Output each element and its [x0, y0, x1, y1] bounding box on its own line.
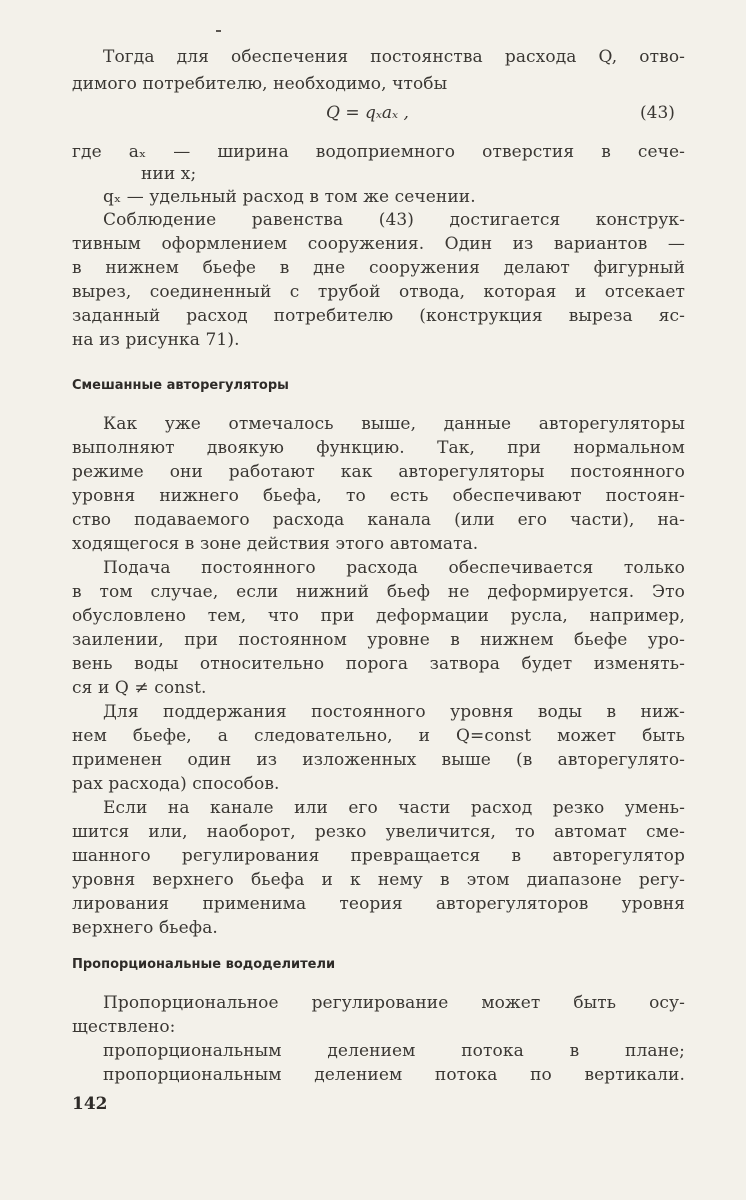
text-line: нии x;: [141, 164, 197, 184]
text-line: Пропорциональное регулирование может быть осу-: [103, 993, 685, 1013]
text-line: вень воды относительно порога затвора будет изменять-: [72, 654, 685, 674]
page-number: 142: [72, 1094, 108, 1114]
print-mark: [216, 30, 221, 32]
text-line: обусловлено тем, что при деформации русла, например,: [72, 606, 685, 626]
text-line: Для поддержания постоянного уровня воды в ниж-: [103, 702, 685, 722]
text-line: ся и Q ≠ const.: [72, 678, 207, 698]
text-line: Тогда для обеспечения постоянства расхода Q, отво-: [103, 47, 685, 67]
text-line: где aₓ — ширина водоприемного отверстия в сече-: [72, 142, 685, 162]
text-line: вырез, соединенный с трубой отвода, которая и отсекает: [72, 282, 685, 302]
text-line: уровня нижнего бьефа, то есть обеспечивают постоян-: [72, 486, 685, 506]
text-line: режиме они работают как авторегуляторы постоянного: [72, 462, 685, 482]
text-line: в том случае, если нижний бьеф не деформируется. Это: [72, 582, 685, 602]
text-line: шанного регулирования превращается в авторегулятор: [72, 846, 685, 866]
text-line: заилении, при постоянном уровне в нижнем бьефе уро-: [72, 630, 685, 650]
text-line: в нижнем бьефе в дне сооружения делают фигурный: [72, 258, 685, 278]
text-line: выполняют двоякую функцию. Так, при нормальном: [72, 438, 685, 458]
text-line: рах расхода) способов.: [72, 774, 280, 794]
text-line: пропорциональным делением потока в плане;: [103, 1041, 685, 1061]
text-line: тивным оформлением сооружения. Один из вариантов —: [72, 234, 685, 254]
text-line: шится или, наоборот, резко увеличится, то автомат сме-: [72, 822, 685, 842]
text-line: верхнего бьефа.: [72, 918, 218, 938]
section-heading: Смешанные авторегуляторы: [72, 378, 289, 393]
section-heading: Пропорциональные вододелители: [72, 957, 336, 972]
text-line: пропорциональным делением потока по вертикали.: [103, 1065, 685, 1085]
text-line: ство подаваемого расхода канала (или его части), на-: [72, 510, 685, 530]
text-line: димого потребителю, необходимо, чтобы: [72, 74, 448, 94]
text-line: Соблюдение равенства (43) достигается конструк-: [103, 210, 685, 230]
text-line: ходящегося в зоне действия этого автомата.: [72, 534, 479, 554]
formula: Q = qₓaₓ ,: [326, 103, 409, 123]
text-line: уровня верхнего бьефа и к нему в этом диапазоне регу-: [72, 870, 685, 890]
text-line: ществлено:: [72, 1017, 176, 1037]
text-line: лирования применима теория авторегуляторов уровня: [72, 894, 685, 914]
text-line: qₓ — удельный расход в том же сечении.: [103, 187, 476, 207]
text-line: заданный расход потребителю (конструкция выреза яс-: [72, 306, 685, 326]
text-line: Как уже отмечалось выше, данные авторегуляторы: [103, 414, 685, 434]
text-line: на из рисунка 71).: [72, 330, 240, 350]
text-line: Подача постоянного расхода обеспечивается только: [103, 558, 685, 578]
text-line: применен один из изложенных выше (в авторегулято-: [72, 750, 685, 770]
equation-number: (43): [640, 103, 675, 123]
text-line: Если на канале или его части расход резко умень-: [103, 798, 685, 818]
text-line: нем бьефе, а следовательно, и Q=const может быть: [72, 726, 685, 746]
